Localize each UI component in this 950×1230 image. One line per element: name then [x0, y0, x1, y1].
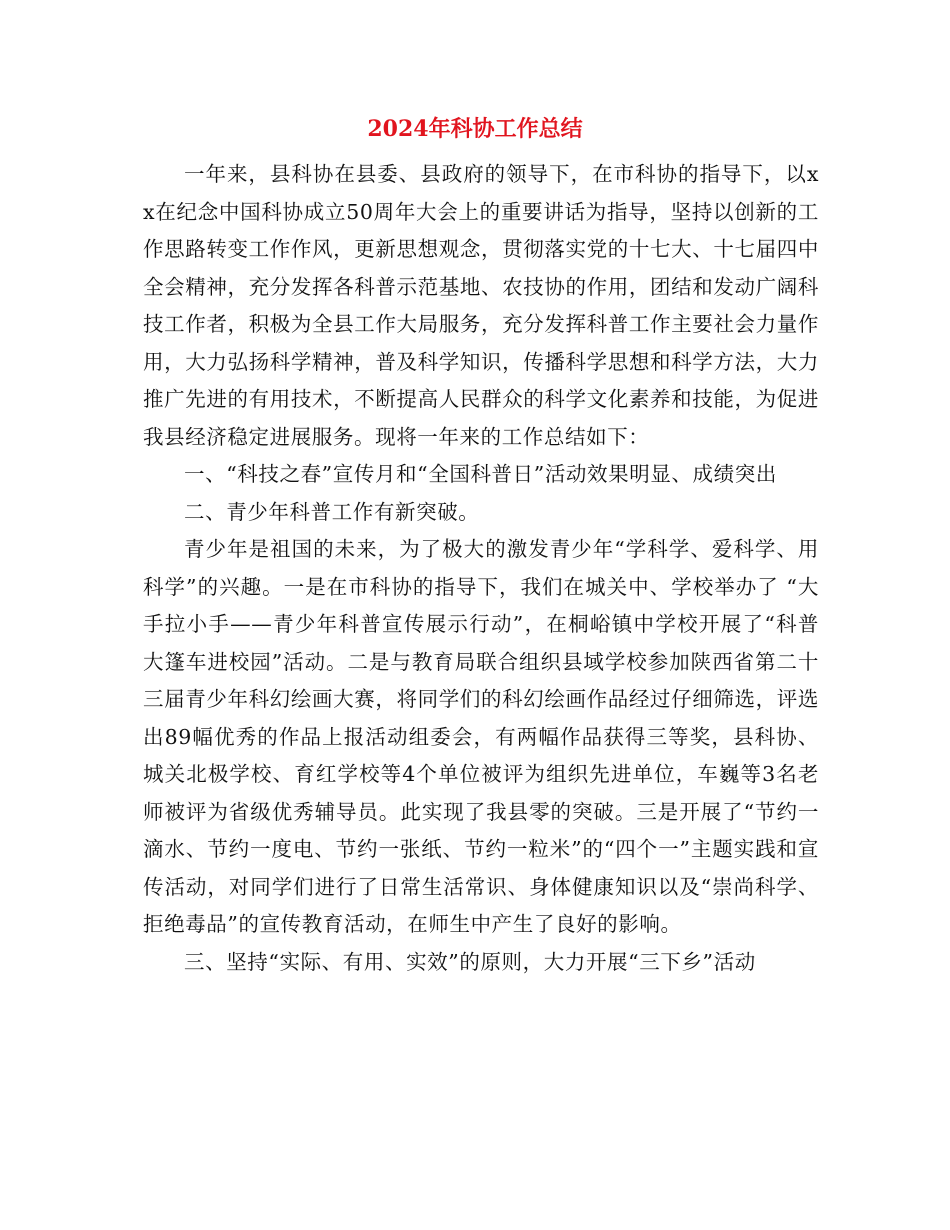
document-title: 2024年科协工作总结 [367, 116, 583, 142]
paragraph-section-two: 二、青少年科普工作有新突破。 [184, 499, 480, 524]
document-body [143, 156, 819, 981]
paragraph-youth-science: 青少年是祖国的未来，为了极大的激发青少年“学科学、爱科学、用科学”的兴趣。一是在市科协的指导下，我们在城关中、学校举办了 “大手拉小手——青少年科普宣传展示行动”，在桐峪镇中学校开展了“科普大篷车进校园”活动。二是与教育局联合组织县域学校参加陕西省第二十三届青少年科幻绘画大赛，将同学们的科幻绘画作品经过仔细筛选，评选出89幅优秀的作品上报活动组委会，有两幅作品获得三等奖，县科协、城关北极学校、育红学校等4个单位被评为组织先进单位，车巍等3名老师被评为省级优秀辅导员。此实现了我县零的突破。三是开展了“节约一滴水、节约一度电、节约一张纸、节约一粒米”的“四个一”主题实践和宣传活动，对同学们进行了日常生活常识、身体健康知识以及“崇尚科学、拒绝毒品”的宣传教育活动，在师生中产生了良好的影响。 [143, 537, 819, 936]
paragraph-section-three: 三、坚持“实际、有用、实效”的原则，大力开展“三下乡”活动 [184, 949, 756, 974]
paragraph-intro: 一年来，县科协在县委、县政府的领导下，在市科协的指导下，以xx在纪念中国科协成立50周年大会上的重要讲话为指导，坚持以创新的工作思路转变工作作风，更新思想观念，贯彻落实党的十七大、十七届四中全会精神，充分发挥各科普示范基地、农技协的作用，团结和发动广阔科技工作者，积极为全县工作大局服务，充分发挥科普工作主要社会力量作用，大力弘扬科学精神，普及科学知识，传播科学思想和科学方法，大力推广先进的有用技术，不断提高人民群众的科学文化素养和技能，为促进我县经济稳定进展服务。现将一年来的工作总结如下： [143, 162, 819, 449]
paragraph-section-one: 一、“科技之春”宣传月和“全国科普日”活动效果明显、成绩突出 [184, 462, 777, 486]
